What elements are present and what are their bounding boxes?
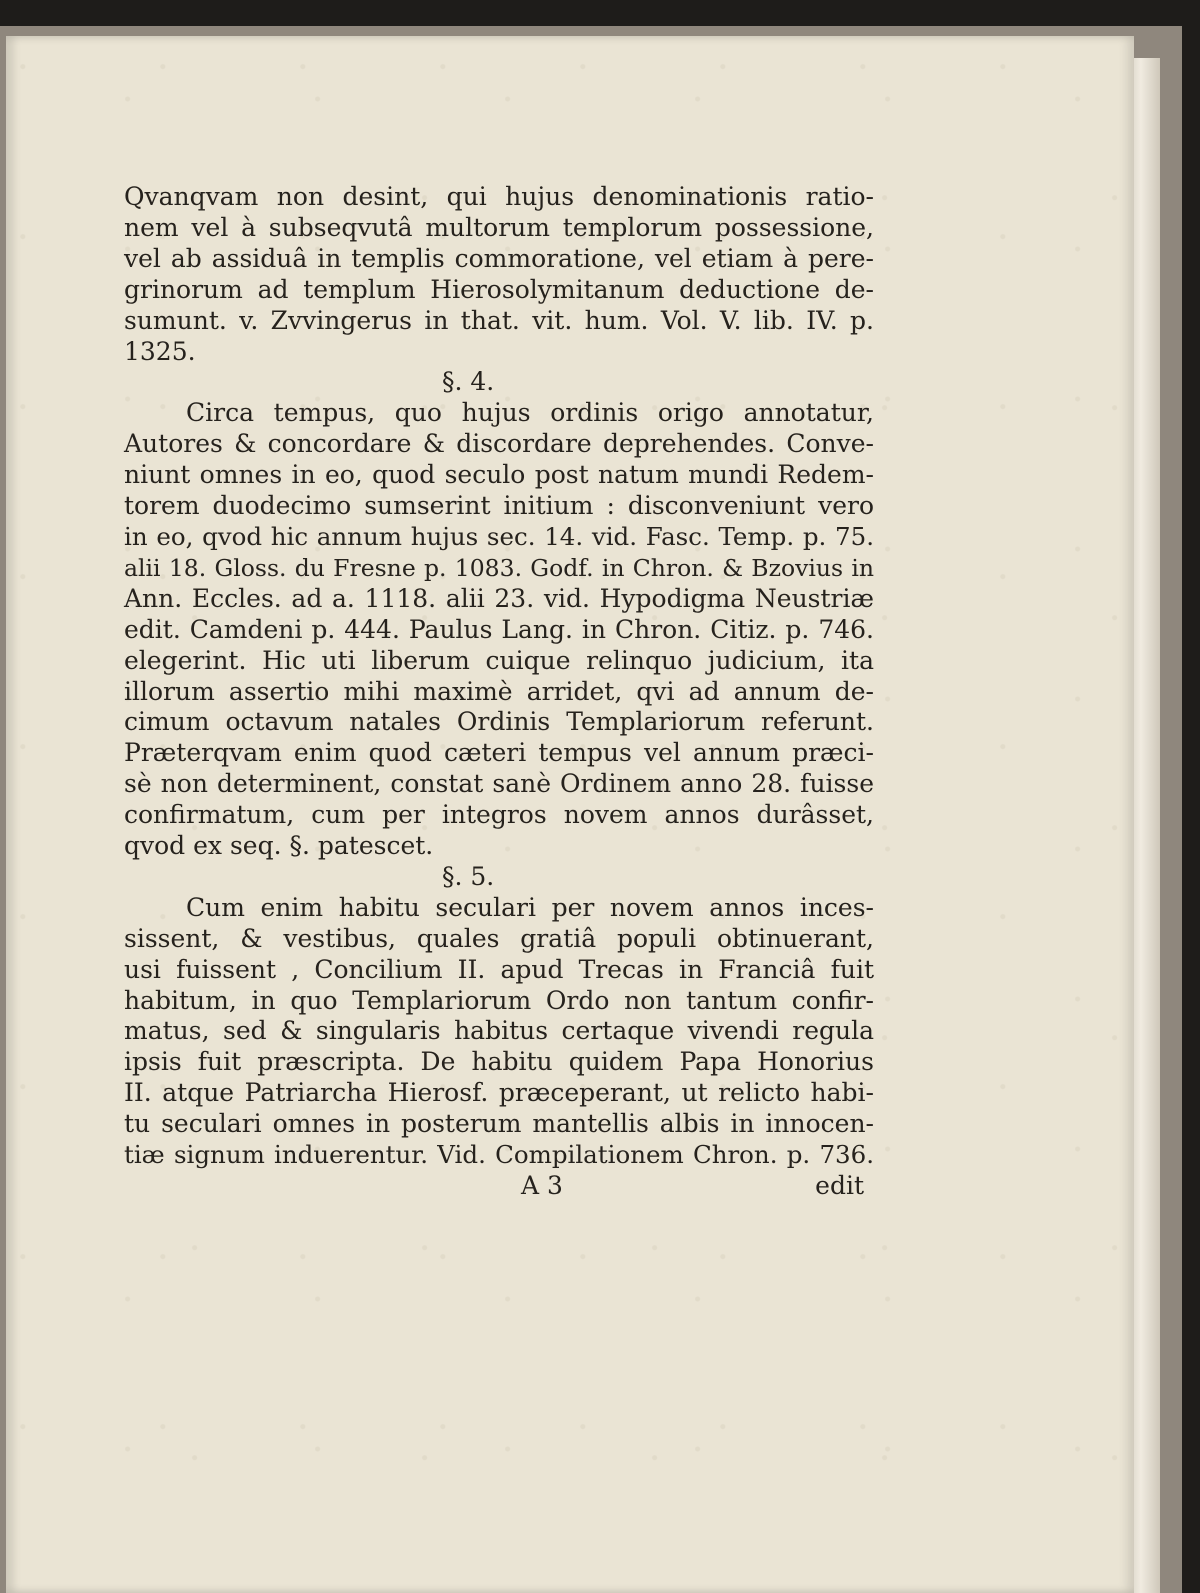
text-line: Cum enim habitu seculari per novem annos inces-: [186, 892, 874, 922]
text-line: cimum octavum natales Ordinis Templariorum referunt.: [124, 707, 874, 737]
text-line: 1325.: [124, 336, 196, 366]
text-line: elegerint. Hic uti liberum cuique relinquo judicium, ita: [124, 645, 874, 675]
text-line: sumunt. v. Zvvingerus in that. vit. hum. Vol. V. lib. IV. p.: [124, 305, 874, 335]
section-heading-5: §. 5.: [442, 861, 495, 891]
text-line: qvod ex seq. §. patescet.: [124, 831, 434, 861]
text-line: vel ab assiduâ in templis commoratione, vel etiam à pere-: [124, 243, 874, 273]
paragraph-3: [124, 893, 874, 1171]
text-line: nem vel à subseqvutâ multorum templorum possessione,: [124, 212, 874, 242]
text-line: Ann. Eccles. ad a. 1118. alii 23. vid. Hypodigma Neustriæ: [124, 583, 874, 613]
text-line: II. atque Patriarcha Hierosf. præceperant, ut relicto habi-: [124, 1078, 874, 1108]
text-line: niunt omnes in eo, quod seculo post natum mundi Redem-: [124, 460, 874, 490]
page-text: [124, 182, 874, 1202]
text-line: Præterqvam enim quod cæteri tempus vel annum præci-: [124, 738, 874, 768]
book-page: [6, 36, 1134, 1593]
text-line: edit. Camdeni p. 444. Paulus Lang. in Chron. Citiz. p. 746.: [124, 614, 874, 644]
text-line: tiæ signum induerentur. Vid. Compilationem Chron. p. 736.: [124, 1140, 874, 1170]
text-line: sè non determinent, constat sanè Ordinem anno 28. fuisse: [124, 769, 874, 799]
signature-mark: A 3: [521, 1171, 563, 1200]
section-heading-4: §. 4.: [442, 367, 495, 397]
text-line: in eo, qvod hic annum hujus sec. 14. vid. Fasc. Temp. p. 75.: [124, 521, 874, 551]
text-line: usi fuissent , Concilium II. apud Trecas in Franciâ fuit: [124, 954, 874, 984]
text-line: illorum assertio mihi maximè arridet, qvi ad annum de-: [124, 676, 874, 706]
text-line: matus, sed & singularis habitus certaque vivendi regula: [124, 1016, 874, 1046]
text-line: tu seculari omnes in posterum mantellis albis in innocen-: [124, 1109, 874, 1139]
page-footer: [124, 1171, 874, 1202]
text-line: sissent, & vestibus, quales gratiâ populi obtinuerant,: [124, 923, 874, 953]
paragraph-2: [124, 398, 874, 862]
text-line: alii 18. Gloss. du Fresne p. 1083. Godf. in Chron. & Bzovius in: [124, 553, 874, 582]
text-line: Autores & concordare & discordare deprehendes. Conve-: [124, 429, 874, 459]
text-line: habitum, in quo Templariorum Ordo non tantum confir-: [124, 985, 874, 1015]
catchword: edit: [815, 1171, 864, 1200]
text-line: ipsis fuit præscripta. De habitu quidem Papa Honorius: [124, 1047, 874, 1077]
text-line: grinorum ad templum Hierosolymitanum deductione de-: [124, 274, 874, 304]
text-line: Qvanqvam non desint, qui hujus denominationis ratio-: [124, 182, 874, 211]
paragraph-1: [124, 182, 874, 367]
text-line: Circa tempus, quo hujus ordinis origo annotatur,: [186, 398, 874, 428]
text-line: confirmatum, cum per integros novem annos durâsset,: [124, 800, 874, 830]
text-line: torem duodecimo sumserint initium : disconveniunt vero: [124, 491, 874, 521]
